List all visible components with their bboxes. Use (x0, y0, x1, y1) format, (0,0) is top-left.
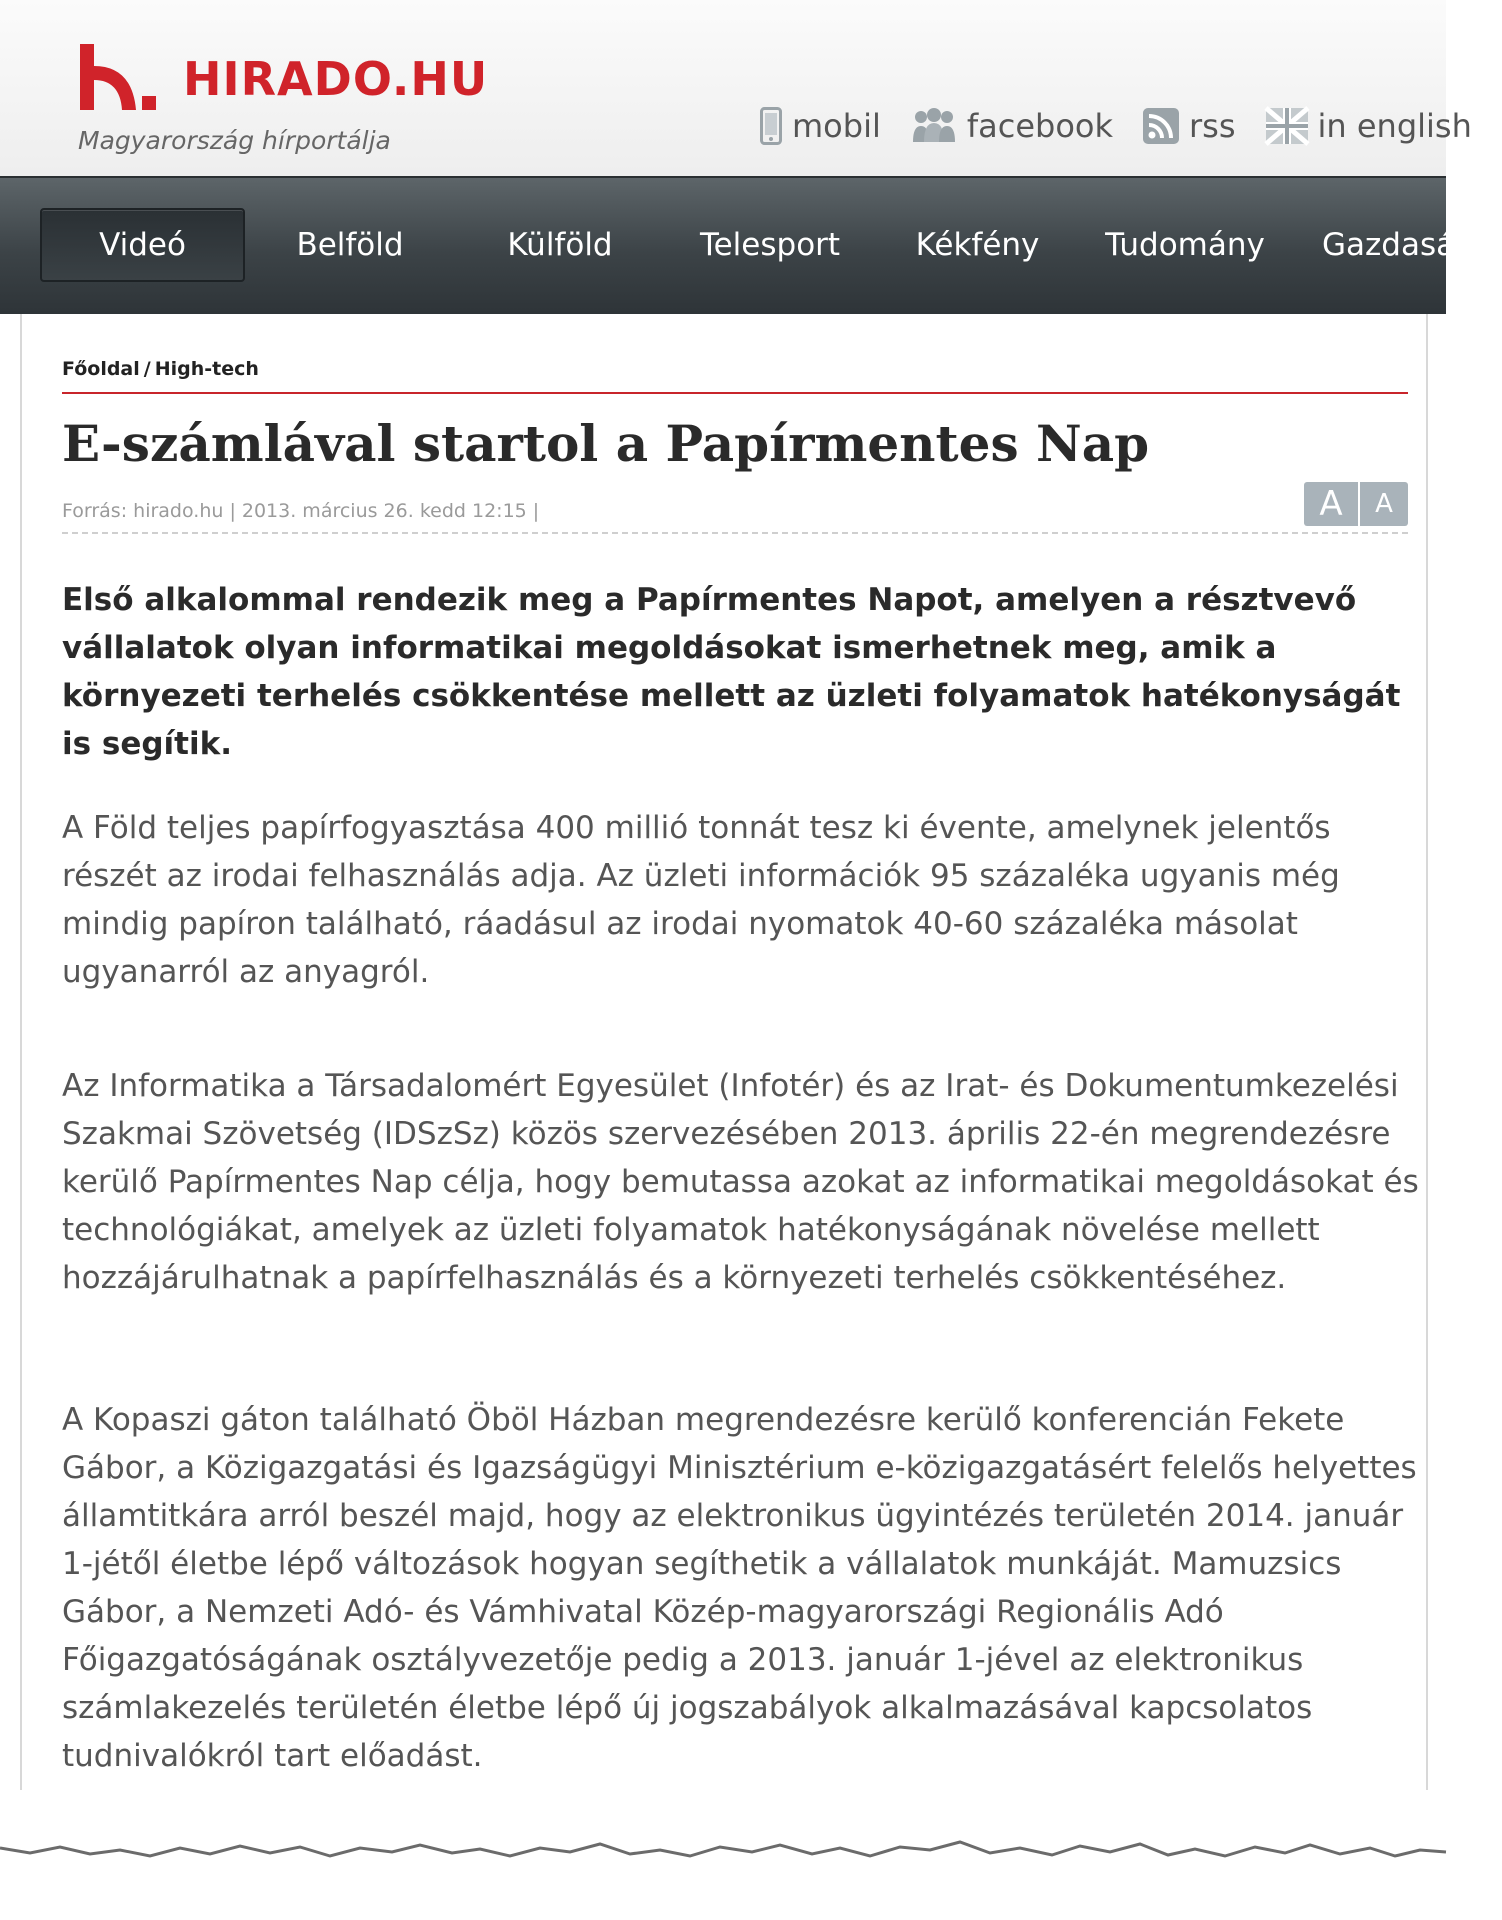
in-english-link[interactable] (1266, 107, 1472, 145)
font-increase-button[interactable]: A (1304, 482, 1358, 526)
mobile-phone-icon (760, 107, 782, 145)
article-paragraph: A Föld teljes papírfogyasztása 400 millió tonnát tesz ki évente, amelynek jelentős részét az irodai felhasználás adja. Az üzleti információk 95 százaléka ugyanis még mindig papíron található, ráadásul az irodai nyomatok 40-60 százaléka másolat ugyanarról az anyagról. (62, 810, 1340, 990)
breadcrumb-separator: / (143, 358, 151, 380)
article-title: E-számlával startol a Papírmentes Nap (62, 414, 1150, 473)
nav-item-gazdasag[interactable]: Gazdaság (1322, 227, 1475, 263)
breadcrumb-home[interactable]: Főoldal (62, 358, 140, 380)
site-header (0, 0, 1472, 176)
font-size-controls (1304, 482, 1408, 526)
main-navigation (0, 176, 1475, 314)
nav-item-tudomany[interactable]: Tudomány (1105, 227, 1265, 263)
article-card (20, 314, 1428, 1810)
uk-flag-icon (1266, 108, 1308, 144)
facebook-link[interactable] (911, 107, 1113, 145)
nav-item-kekfeny[interactable]: Kékfény (915, 227, 1040, 263)
tagline: Magyarország hírportálja (78, 126, 391, 155)
rss-icon (1143, 108, 1179, 144)
top-links (760, 98, 1502, 154)
mobil-link[interactable] (760, 107, 881, 145)
hirado-logo-icon[interactable] (80, 44, 160, 110)
nav-item-kulfold[interactable]: Külföld (507, 227, 613, 263)
nav-item-video[interactable]: Videó (40, 208, 245, 282)
people-icon (911, 108, 957, 144)
meta-divider (62, 532, 1408, 534)
nav-item-belfold[interactable]: Belföld (296, 227, 404, 263)
in-english-link-label: in english (1317, 107, 1472, 145)
logo-text[interactable]: HIRADO.HU (183, 52, 489, 106)
breadcrumb-high-tech[interactable]: High-tech (154, 358, 259, 380)
torn-edge-decoration (0, 1790, 1446, 1920)
rss-link[interactable] (1143, 107, 1236, 145)
article-paragraph: Az Informatika a Társadalomért Egyesület (Infotér) és az Irat- és Dokumentumkezelési Szakmai Szövetség (IDSzSz) közös szervezésében 2013. április 22-én megrendezésre kerülő Papírmentes Nap célja, hogy bemutassa azokat az informatikai megoldásokat és technológiákat, amelyek az üzleti folyamatok hatékonyságának növelése mellett hozzájárulhatnak a papírfelhasználás és a környezeti terhelés csökkentéséhez. (62, 1068, 1419, 1296)
article-meta: Forrás: hirado.hu | 2013. március 26. kedd 12:15 | (62, 500, 540, 522)
nav-item-telesport[interactable]: Telesport (699, 227, 841, 263)
mobil-link-label: mobil (792, 107, 881, 145)
facebook-link-label: facebook (966, 107, 1113, 145)
title-divider (62, 392, 1408, 394)
article-lead: Első alkalommal rendezik meg a Papírmentes Napot, amelyen a résztvevő vállalatok olyan informatikai megoldásokat ismerhetnek meg, amik a környezeti terhelés csökkentése mellett az üzleti folyamatok hatékonyságát is segítik. (62, 582, 1401, 762)
rss-link-label: rss (1189, 107, 1236, 145)
article-paragraph: A Kopaszi gáton található Öböl Házban megrendezésre kerülő konferencián Fekete Gábor, a Közigazgatási és Igazságügyi Minisztérium e-közigazgatásért felelős helyettes államtitkára arról beszél majd, hogy az elektronikus ügyintézés területén 2014. január 1-jétől életbe lépő változások hogyan segíthetik a vállalatok munkáját. Mamuzsics Gábor, a Nemzeti Adó- és Vámhivatal Közép-magyarországi Regionális Adó Főigazgatóságának osztályvezetője pedig a 2013. január 1-jével az elektronikus számlakezelés területén életbe lépő új jogszabályok alkalmazásával kapcsolatos tudnivalókról tart előadást. (62, 1402, 1417, 1774)
breadcrumb (62, 358, 259, 380)
font-decrease-button[interactable]: A (1360, 482, 1408, 526)
